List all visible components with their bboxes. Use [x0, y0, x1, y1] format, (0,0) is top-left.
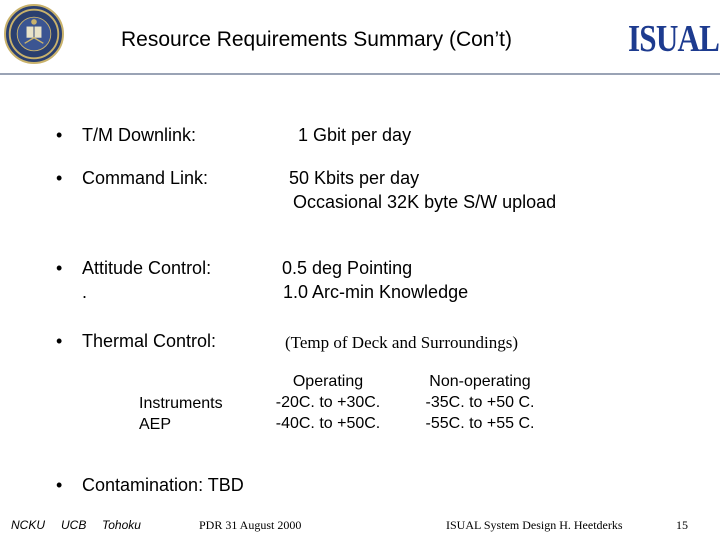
- thermal-column-operating: [258, 371, 398, 434]
- item-sublabel-attitude-control: .: [82, 282, 88, 302]
- thermal-cell: -40C. to +50C.: [275, 415, 381, 432]
- item-label-command-link: Command Link:: [82, 168, 209, 188]
- item-value-command-link-1: 50 Kbits per day: [289, 168, 420, 188]
- footer-document: ISUAL System Design H. Heetderks: [446, 518, 623, 532]
- item-label-contamination: Contamination: TBD: [82, 475, 244, 495]
- footer-org-tohoku: Tohoku: [102, 518, 141, 532]
- bullet-icon: •: [56, 258, 63, 278]
- thermal-header-non-operating: Non-operating: [429, 373, 531, 390]
- item-value-thermal-note: (Temp of Deck and Surroundings): [285, 333, 518, 352]
- page-number: 15: [676, 518, 688, 532]
- item-label-thermal-control: Thermal Control:: [82, 331, 217, 351]
- thermal-row-label: AEP: [139, 416, 172, 433]
- item-label-tm-downlink: T/M Downlink:: [82, 125, 197, 145]
- header-divider: [0, 73, 720, 75]
- thermal-header-operating: Operating: [292, 373, 364, 390]
- footer-event: PDR 31 August 2000: [199, 518, 302, 532]
- footer-org-ucb: UCB: [61, 518, 87, 532]
- bullet-icon: •: [56, 125, 63, 145]
- university-seal-icon: [4, 4, 64, 64]
- item-value-attitude-control-1: 0.5 deg Pointing: [282, 258, 413, 278]
- thermal-cell: -35C. to +50 C.: [425, 394, 535, 411]
- item-value-attitude-control-2: 1.0 Arc-min Knowledge: [283, 282, 469, 302]
- isual-logo: ISUAL: [628, 18, 720, 60]
- bullet-icon: •: [56, 168, 63, 188]
- item-label-attitude-control: Attitude Control:: [82, 258, 212, 278]
- thermal-row-labels: [139, 393, 223, 435]
- footer-org-ncku: NCKU: [11, 518, 46, 532]
- thermal-column-non-operating: [404, 371, 556, 434]
- item-value-command-link-2: Occasional 32K byte S/W upload: [293, 192, 557, 212]
- thermal-cell: -20C. to +30C.: [275, 394, 381, 411]
- bullet-icon: •: [56, 475, 63, 495]
- thermal-cell: -55C. to +55 C.: [425, 415, 535, 432]
- slide-title: Resource Requirements Summary (Con’t): [121, 28, 512, 51]
- item-value-tm-downlink: 1 Gbit per day: [298, 125, 412, 145]
- bullet-icon: •: [56, 331, 63, 351]
- thermal-row-label: Instruments: [139, 395, 223, 412]
